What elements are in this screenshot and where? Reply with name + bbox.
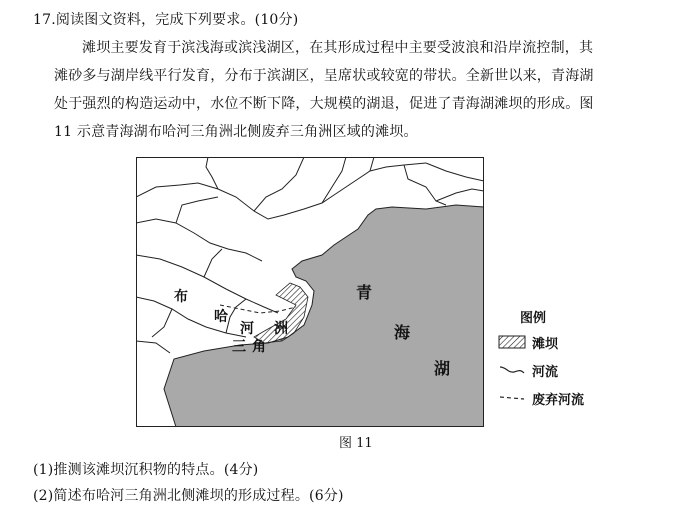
map-label-bu: 布: [174, 289, 188, 305]
map-label-qing: 青: [356, 283, 373, 302]
lake-area: [164, 205, 484, 427]
legend-item-beach-bar: [498, 333, 558, 351]
map-label-ha: 哈: [214, 309, 228, 325]
abandoned-river-path: [220, 305, 296, 313]
paragraph-line-2: 滩砂多与湖岸线平行发育，分布于滨湖区，呈席状或较宽的带状。全新世以来，青海湖: [54, 68, 594, 84]
subquestion-2: (2)简述布哈河三角洲北侧滩坝的形成过程。(6分): [33, 488, 344, 504]
legend-label-abandoned-river: 废弃河流: [532, 392, 585, 408]
legend-label-river: 河流: [532, 364, 559, 380]
figure-caption: 图 11: [339, 436, 373, 451]
legend-item-river: [498, 361, 558, 379]
map-label-he: 河: [240, 321, 254, 337]
map-label-hu: 湖: [434, 359, 451, 378]
legend-title: 图例: [520, 311, 547, 326]
map-label-san: 三: [232, 339, 246, 355]
river-line-icon: [498, 363, 526, 377]
map-figure: [136, 157, 484, 427]
legend-label-beach-bar: 滩坝: [532, 336, 559, 352]
map-label-hai: 海: [394, 323, 411, 342]
paragraph-line-3: 处于强烈的构造运动中，水位不断下降，大规模的湖退，促进了青海湖滩坝的形成。图: [54, 96, 594, 112]
hatched-box-icon: [498, 335, 526, 349]
map-label-zhou: 洲: [274, 321, 288, 337]
subquestion-1: (1)推测该滩坝沉积物的特点。(4分): [33, 462, 259, 478]
legend-item-abandoned-river: [498, 389, 584, 407]
paragraph-line-1: 滩坝主要发育于滨浅海或滨浅湖区，在其形成过程中主要受波浪和沿岸流控制，其: [82, 40, 594, 56]
question-title: 17.阅读图文资料，完成下列要求。(10分): [33, 12, 299, 28]
paragraph-line-4: 11 示意青海湖布哈河三角洲北侧废弃三角洲区域的滩坝。: [54, 124, 418, 140]
map-svg: [136, 157, 484, 427]
dashed-line-icon: [498, 391, 526, 405]
map-label-jiao: 角: [252, 339, 266, 355]
